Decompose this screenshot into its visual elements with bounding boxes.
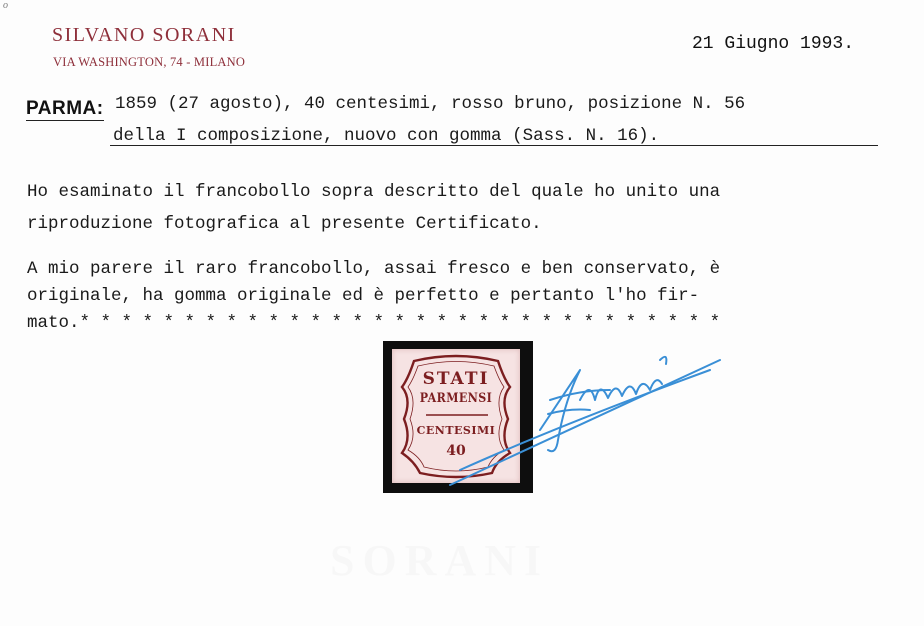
stamp-text-stati: STATI [422,369,490,389]
watermark [330,535,549,586]
stamp-description-line-2: della I composizione, nuovo con gomma (Sass. N. 16). [113,126,660,146]
body-paragraph-2-line-2: originale, ha gomma originale ed è perfetto e pertanto l'ho fir- [27,286,700,306]
stamp-value: 40 [446,443,466,459]
signature-icon [430,330,740,490]
label-underline [26,120,104,121]
body-paragraph-2-line-3: mato.* * * * * * * * * * * * * * * * * * * * * * * * * * * * * * * [27,313,721,333]
stamp-description-line-1: 1859 (27 agosto), 40 centesimi, rosso bruno, posizione N. 56 [115,94,746,114]
letterhead-address: VIA WASHINGTON, 74 - MILANO [53,55,246,69]
stamp-text-parmensi: PARMENSI [419,391,493,406]
certificate-date: 21 Giugno 1993. [692,34,855,54]
stamp-country-label: PARMA: [26,98,104,119]
body-paragraph-1-line-2: riproduzione fotografica al presente Certificato. [27,214,542,234]
letterhead-name: SILVANO SORANI [52,24,236,46]
body-paragraph-1-line-1: Ho esaminato il francobollo sopra descritto del quale ho unito una [27,182,721,202]
body-paragraph-2-line-1: A mio parere il raro francobollo, assai fresco e ben conservato, è [27,259,721,279]
corner-mark: o [3,0,8,11]
description-underline [110,145,878,146]
stamp-text-centesimi: CENTESIMI [416,424,496,437]
